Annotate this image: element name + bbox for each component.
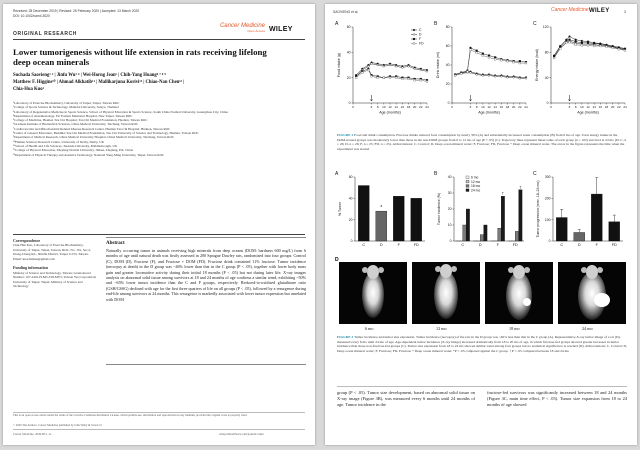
x-tick-label: 24: [623, 105, 627, 109]
xray-label: 12 mo: [436, 326, 447, 331]
data-point: [476, 52, 478, 54]
legend-label: FD: [419, 41, 424, 46]
x-tick-label: 6: [370, 105, 373, 109]
significance-dagger: †: [501, 190, 504, 196]
data-point: [494, 58, 496, 60]
right-page: [325, 4, 637, 445]
authors-line-2: Matthew F. Higgins¹⁰ | Ahmad Alkhatib¹¹ | Mallikarjuna Korivi¹² | Chiao-Nan Chen¹³ |: [13, 80, 185, 85]
data-point: [371, 76, 373, 78]
abstract-heading: Abstract: [106, 241, 125, 246]
start-arrow: [469, 95, 471, 101]
data-point: [476, 50, 478, 52]
x-tick-label: 20: [412, 105, 417, 109]
data-point: [395, 77, 397, 79]
bar-D: [574, 232, 585, 241]
bar-F-18mo: [498, 228, 501, 241]
data-point: [488, 57, 490, 59]
received-dates: Received: 28 December 2019 | Revised: 26 February 2020 | Accepted: 13 March 2020: [13, 9, 140, 13]
fig2-panel-a: [335, 21, 429, 115]
data-point: [408, 65, 410, 67]
data-point: [606, 46, 608, 48]
y-tick-label: 60: [348, 175, 353, 180]
y-tick-label: 0: [548, 239, 551, 244]
data-point: [599, 45, 601, 47]
category-label: C: [362, 243, 366, 247]
data-point: [569, 41, 571, 43]
data-point: [482, 55, 484, 57]
series-line-D: [554, 41, 625, 57]
y-tick-label: 0: [449, 239, 452, 244]
category-label: FD: [611, 243, 617, 247]
legend-label: C: [419, 28, 422, 33]
x-tick-label: 14: [592, 105, 596, 109]
category-label: FD: [512, 243, 518, 247]
authors-line-1: Suchada Saovieng¹ ² | Jinfu Wu³ ⁴ | Wei-Horng Jean⁵ | Chih-Yang Huang⁶ ⁷ ⁸ ⁹: [13, 73, 166, 78]
x-tick-label: 16: [499, 105, 504, 109]
y-axis-label: Tumor progression (mm², 18–24 mo): [536, 180, 540, 238]
running-head: SAOVIENG et al.: [333, 10, 359, 14]
doi: DOI: 10.1002/cam4.3020: [13, 14, 50, 18]
footer-url[interactable]: wileyonlinelibrary.com/journal/cam4: [219, 432, 264, 436]
data-point: [482, 75, 484, 77]
journal-logo-small: Cancer Medicine: [551, 7, 589, 13]
data-point: [401, 67, 403, 69]
footer-license: This is an open access article under the terms of the Creative Commons Attribution License, which permits use, distribution and reproduction in any medium, provided the original work is properly cited.: [13, 413, 248, 417]
x-tick-label: 20: [511, 105, 516, 109]
category-label: C: [461, 243, 465, 247]
affiliation: ⁷Cardiovascular and Mitochondrial Related Disease Research Center, Hualien Tzu Chi Hospital, Hualien, Taiwan ROC: [13, 126, 171, 131]
data-point: [482, 53, 484, 55]
data-point: [494, 76, 496, 78]
sidebar-info: [13, 239, 97, 289]
y-tick-label: 100: [544, 217, 551, 222]
journal-logo-text: Cancer Medicine: [219, 23, 265, 29]
figure-3-caption-text: Tumor incidence and tumor size expansion. Tumor incidence (necropsy) of the rats in the D group was ~46% less than that in the C group (A). Representative X-ray tumor image of a rat (D), measured every 6 mo until 24 mo of age. Age-dependent tumor incidence (X-ray image) increased dramatically from 18 to 20 mo of age, in which fructose-fed groups showed greater increases in tumor incidence than those non-fructose-fed groups (C). Tumor size expansion from 18 to 24 mo showed similar trend among four groups but no statistical significance is reached (D). Abbreviations: C, Control; D, Deep ocean mineral water; F, Fructose; FD, Fructose + Deep ocean mineral water. *P < .05 compared against the C group. † P < .05 compared between 18 and 24 mo: [337, 335, 627, 353]
journal-logo: [217, 23, 265, 33]
publisher-logo: WILEY: [269, 26, 293, 33]
section-label: ORIGINAL RESEARCH: [13, 31, 78, 37]
footer-journal: Cancer Medicine. 2020;00:1–11.: [13, 432, 53, 436]
footer-copyright: © 2020 The Authors. Cancer Medicine published by John Wiley & Sons Ltd: [13, 423, 102, 427]
y-tick-label: 40: [445, 63, 450, 68]
legend-marker: [413, 34, 415, 36]
y-tick-label: 0: [447, 101, 450, 106]
bar-FD-18mo: [515, 231, 518, 241]
data-point: [488, 75, 490, 77]
x-tick-label: 10: [481, 105, 485, 109]
x-tick-label: 18: [604, 105, 609, 109]
x-tick-label: 16: [598, 105, 603, 109]
x-axis-label: Age (months): [577, 110, 599, 115]
data-point: [408, 78, 410, 80]
x-tick-label: 0: [550, 105, 552, 109]
data-point: [426, 70, 428, 72]
affiliation: ¹³Department of Physical Therapy and Assistive Technology, National Yang-Ming University, Taipei, Taiwan ROC: [13, 152, 165, 157]
x-tick-label: 16: [400, 105, 405, 109]
data-point: [470, 72, 472, 74]
data-point: [414, 79, 416, 81]
data-point: [470, 47, 472, 49]
data-point: [389, 77, 391, 79]
significance-star: *: [380, 205, 383, 212]
legend-label: F: [419, 37, 422, 42]
y-tick-label: 40: [544, 75, 549, 80]
data-point: [454, 75, 456, 77]
category-label: D: [478, 243, 482, 247]
legend-swatch: [466, 189, 469, 192]
x-tick-label: 18: [406, 105, 411, 109]
figure-3-label: FIGURE 3: [337, 335, 354, 339]
category-label: FD: [413, 243, 419, 247]
x-tick-label: 14: [394, 105, 398, 109]
fig3-panel-c: [533, 171, 623, 247]
data-point: [488, 55, 490, 57]
authors-line-3: Chia-Hua Kuo¹: [13, 87, 44, 92]
data-point: [500, 76, 502, 78]
y-tick-label: 60: [445, 44, 450, 49]
figure-2-caption: [337, 133, 627, 151]
data-point: [513, 76, 515, 78]
data-point: [566, 39, 568, 41]
data-point: [377, 77, 379, 79]
series-line-FD: [356, 70, 427, 81]
data-point: [383, 65, 385, 67]
data-point: [361, 72, 363, 74]
legend-marker: [413, 29, 415, 31]
series-line-D: [455, 73, 526, 79]
x-tick-label: 8: [574, 105, 577, 109]
bar-F: [393, 196, 404, 241]
data-point: [494, 57, 496, 59]
series-line-FD: [455, 50, 526, 76]
series-line-F: [554, 40, 625, 56]
figure-3-charts: [333, 169, 629, 257]
body-divider-right: [337, 386, 627, 387]
legend-label: 18 mo: [471, 184, 481, 189]
panel-letter: B: [434, 21, 438, 27]
x-axis-label: Age (months): [478, 110, 500, 115]
legend-marker: [413, 43, 415, 45]
y-axis-label: Drink intake (ml): [436, 51, 440, 79]
panel-letter: A: [335, 171, 339, 177]
xray-label: 18 mo: [509, 326, 520, 331]
data-point: [525, 62, 527, 64]
data-point: [414, 68, 416, 70]
affiliation: ⁵College of Medicine, Hualien Tzu Chi Hospital, Tzu Chi Medical Foundation, Hualien, Taiwan ROC: [13, 118, 148, 123]
data-point: [581, 40, 583, 42]
abstract-box: [106, 237, 306, 365]
data-point: [470, 49, 472, 51]
fig3-panel-a: [335, 171, 425, 247]
legend-label: D: [419, 32, 422, 37]
fig3-panel-b: [434, 171, 524, 247]
legend-label: 6 mo: [471, 175, 479, 180]
data-point: [624, 50, 626, 52]
x-tick-label: 8: [376, 105, 379, 109]
bar-C-24mo: [466, 209, 469, 241]
bar-D: [376, 211, 387, 241]
panel-letter: C: [533, 21, 537, 27]
data-point: [401, 78, 403, 80]
y-tick-label: 40: [348, 196, 353, 201]
data-point: [569, 36, 571, 38]
data-point: [420, 79, 422, 81]
y-tick-label: 80: [445, 25, 450, 30]
x-tick-label: 24: [425, 105, 429, 109]
bar-D-24mo: [484, 225, 487, 241]
xray-strip: [339, 262, 627, 332]
data-point: [581, 42, 583, 44]
correspondence-heading: Correspondence: [13, 239, 41, 243]
data-point: [426, 81, 428, 83]
significance-dagger: †: [519, 184, 522, 190]
data-point: [559, 46, 561, 48]
y-tick-label: 20: [346, 75, 351, 80]
data-point: [599, 43, 601, 45]
data-point: [500, 59, 502, 61]
x-tick-label: 12: [388, 105, 392, 109]
body-column-left: group (P < .05). Tumor size development, based on abnormal solid tissue on X-ray image (Figure 3B), was measured every 6 months until 24 months of age. Tumor incidence in the: [337, 390, 475, 407]
data-point: [618, 48, 620, 50]
xray-label: 24 mo: [582, 326, 593, 331]
data-point: [575, 44, 577, 46]
y-tick-label: 60: [346, 25, 351, 30]
data-point: [525, 77, 527, 79]
data-point: [368, 65, 370, 67]
affiliation: ³Laboratory of Regenerative Medicine in Sports Science, School of Physical Education & Sports Science, South China Normal University, Guangzhou City, China: [13, 109, 228, 114]
x-tick-label: 18: [505, 105, 510, 109]
bar-C-18mo: [463, 225, 466, 241]
data-point: [389, 64, 391, 66]
bar-F-24mo: [501, 196, 504, 241]
figure-2-caption-text: Food and drink consumption. Fructose drinks reduced food consumption by nearly 30% (A) and substantially increased water consumption (B) from 6 mo of age. Total energy intake in the DOM-treated groups was moderately lower than those in the non-DOM groups from 6 to 12 mo of age (P < .05) (C). Trajectory lines represent mean value of each group (n = 102) survived at 24 mo (D: C, n = 26; D, n = 26; F, n = 25; FD, n = 25). Abbreviations: C, Control; D, Deep ocean mineral water; F, Fructose; FD, Fructose + Deep ocean mineral water. The arrow in the figure represents the time when the experiment was started: [337, 133, 627, 151]
data-point: [513, 61, 515, 63]
series-line-FD: [554, 42, 625, 58]
data-point: [460, 73, 462, 75]
y-tick-label: 40: [346, 50, 351, 55]
data-point: [587, 42, 589, 44]
data-point: [368, 69, 370, 71]
y-tick-label: 0: [546, 101, 549, 106]
legend-label: 24 mo: [471, 188, 481, 193]
data-point: [519, 77, 521, 79]
x-tick-label: 12: [586, 105, 590, 109]
bar-FD: [411, 198, 422, 241]
y-axis-label: % Tumor: [338, 201, 342, 217]
funding-heading: Funding information: [13, 266, 48, 271]
affiliation: ⁴Department of Anesthesiology, Far Eastern Memorial Hospital, New Taipei, Taiwan ROC: [13, 113, 133, 118]
fig3-panel-d-letter: D: [335, 257, 339, 263]
legend-swatch: [466, 185, 469, 188]
data-point: [593, 43, 595, 45]
x-tick-label: 8: [475, 105, 478, 109]
data-point: [569, 39, 571, 41]
data-point: [575, 39, 577, 41]
affiliation: ⁸Center of General Education, Buddhist Tzu Chi Medical Foundation, Tzu Chi University of Science and Technology, Hualien, Taiwan ROC: [13, 131, 199, 136]
x-tick-label: 12: [487, 105, 491, 109]
affiliation: ¹²College of Physical Education, Zhejiang Normal University, Jinhua, Zhejiang, P.R. China: [13, 148, 134, 153]
data-point: [519, 60, 521, 62]
x-tick-label: 6: [469, 105, 472, 109]
figure-3-caption: [337, 335, 627, 353]
x-tick-label: 14: [493, 105, 497, 109]
left-page: [3, 4, 315, 445]
xray-24mo: [558, 262, 626, 324]
category-label: F: [595, 243, 598, 247]
x-tick-label: 10: [382, 105, 386, 109]
category-label: F: [496, 243, 499, 247]
x-tick-label: 24: [524, 105, 528, 109]
xray-18mo: [485, 262, 553, 324]
affiliation: ⁶Graduate Institute of Biomedical Sciences, China Medical University, Taichung, Taiwan ROC: [13, 122, 139, 127]
legend-marker: [413, 38, 415, 40]
x-tick-label: 22: [419, 105, 423, 109]
bar-FD: [609, 222, 620, 241]
data-point: [377, 64, 379, 66]
funding-text: Ministry of Science and Technology, Taiwan; Grant/Award Number: 107-2410-H-845-018-MY3; Taiwan Yes Corporation; University of Taipei, Taipei; Ministry of Science and Technology: [13, 270, 97, 289]
x-tick-label: 6: [568, 105, 571, 109]
start-arrow: [568, 95, 570, 101]
series-line-C: [356, 62, 427, 75]
series-line-F: [455, 48, 526, 75]
y-tick-label: 120: [542, 25, 549, 30]
x-tick-label: 22: [518, 105, 522, 109]
x-tick-label: 20: [610, 105, 615, 109]
data-point: [581, 44, 583, 46]
x-axis-label: Age (months): [379, 110, 401, 115]
y-tick-label: 0: [348, 101, 351, 106]
category-label: D: [577, 243, 581, 247]
data-point: [566, 42, 568, 44]
data-point: [507, 76, 509, 78]
data-point: [587, 44, 589, 46]
data-point: [553, 57, 555, 59]
panel-letter: A: [335, 21, 339, 27]
data-point: [519, 62, 521, 64]
y-axis-label: Tumor incidence (%): [437, 192, 441, 226]
x-tick-label: 10: [580, 105, 584, 109]
y-tick-label: 300: [544, 175, 551, 180]
y-tick-label: 10: [447, 223, 452, 228]
data-point: [575, 41, 577, 43]
category-label: F: [397, 243, 400, 247]
xray-images: [339, 262, 627, 332]
x-tick-label: 0: [451, 105, 453, 109]
data-point: [476, 74, 478, 76]
data-point: [383, 77, 385, 79]
abstract-text: Naturally occurring tumor in animals receiving high minerals from deep oceans (DOM: hardness 600 mg/L) from 6 months of age until natural death was firstly assessed in 200 Sprague Dawley rats, randomized into four groups: Control (C), DOM (D), Fructose (F), and Fructose + DOM (FD). Fructose drink contained 11% fructose. Tumor incidence (necropsy at death) in the D group was ~46% lower than that in the C group (P < .05), together with lower body mass gain and greater locomotive activity during their initial 18 months (P < .05) but not during later life. X-ray images analysis on abnormal solid tissue among survivors at 18 and 24 months of age confirms a similar trend, exhibiting ~50% and ~65% lower tumor incidence than the C and F groups, respectively. Reduced-to-oxidized glutathione ratio (GSH/GSSG) declined with age for the first three quarters of life on all groups (P < .05), followed by a resurgence during end-life among survivors at 24 months. This resurgence is markedly associated with lower tumor expression but unrelated with DOM: [106, 248, 306, 302]
xray-12mo: [412, 262, 480, 324]
y-tick-label: 40: [447, 175, 452, 180]
x-tick-label: 22: [617, 105, 621, 109]
footer-divider-2: [13, 429, 305, 430]
category-label: D: [379, 243, 383, 247]
data-point: [612, 47, 614, 49]
bar-C: [556, 218, 567, 241]
bar-D-18mo: [480, 235, 483, 241]
y-tick-label: 0: [350, 239, 353, 244]
series-line-F: [356, 69, 427, 80]
header-divider: [13, 39, 305, 40]
author-list: [13, 72, 308, 93]
data-point: [593, 45, 595, 47]
data-point: [355, 77, 357, 79]
data-point: [420, 69, 422, 71]
affiliation: ²College of Sports Science & Technology, Mahidol University, Salaya, Thailand: [13, 105, 119, 110]
body-divider: [13, 234, 305, 235]
affiliation: ¹Laboratory of Exercise Biochemistry, University of Taipei, Taipei, Taiwan ROC: [13, 101, 120, 105]
y-tick-label: 30: [447, 191, 452, 196]
data-point: [467, 71, 469, 73]
fig2-panel-b: [434, 21, 528, 115]
y-tick-label: 80: [544, 50, 549, 55]
data-point: [559, 48, 561, 50]
xray-label: 6 mo: [365, 326, 374, 331]
figure-2-label: FIGURE 2: [337, 133, 354, 137]
affiliations-list: [13, 101, 303, 157]
legend-swatch: [466, 176, 469, 179]
series-line-C: [554, 37, 625, 56]
figure-2: [333, 19, 629, 131]
y-axis-label: Food intake (g): [337, 52, 341, 78]
panel-letter: B: [434, 171, 438, 177]
xray-6mo: [339, 262, 407, 324]
open-access-label: Open Access: [247, 29, 265, 33]
y-axis-label: Energy intake (kcal): [535, 49, 539, 81]
affiliation: ¹⁰Human Sciences Research Centre, University of Derby, Derby, UK: [13, 139, 104, 144]
legend-label: 12 mo: [471, 179, 481, 184]
affiliation: ⁹Department of Medical Research, China Medical University Hospital, China Medical University, Taichung, Taiwan ROC: [13, 135, 175, 140]
page-number: 3: [624, 10, 626, 14]
data-point: [395, 65, 397, 67]
article-title: Lower tumorigenesis without life extension in rats receiving lifelong deep ocean minerals: [13, 47, 267, 68]
panel-letter: C: [533, 171, 537, 177]
data-point: [507, 60, 509, 62]
legend-swatch: [466, 180, 469, 183]
publisher-logo-small: WILEY: [589, 8, 610, 14]
bar-C: [358, 186, 369, 241]
correspondence-text: Chia-Hua Kuo, Laboratory of Exercise Biochemistry, University of Taipei, Taipei, Taiwan, ROC. No. 101, Sec.2, Jhong-Cheng Rd., Shinlin District, Taipei 11153, Taiwan. Email: kuochiahua@gmail.com: [13, 243, 91, 261]
bar-FD-24mo: [519, 190, 522, 241]
series-line-D: [356, 64, 427, 77]
bar-F: [591, 194, 602, 241]
affiliation: ¹¹School of Health and Life Sciences, Teesside University, Middlesbrough, UK: [13, 143, 118, 148]
category-label: C: [560, 243, 564, 247]
y-tick-label: 20: [348, 217, 353, 222]
fig2-panel-c: [533, 21, 627, 115]
series-line-C: [455, 72, 526, 78]
y-tick-label: 20: [447, 207, 452, 212]
start-arrow: [370, 95, 372, 101]
x-tick-label: 0: [352, 105, 354, 109]
body-column-right: fructose-fed survivors was significantly increased between 18 and 24 months (Figure 3C, main time effect, P < .05). Tumor size expansion from 18 to 24 months of age showed: [487, 390, 627, 407]
y-tick-label: 20: [445, 82, 450, 87]
data-point: [371, 63, 373, 65]
y-tick-label: 200: [544, 196, 551, 201]
